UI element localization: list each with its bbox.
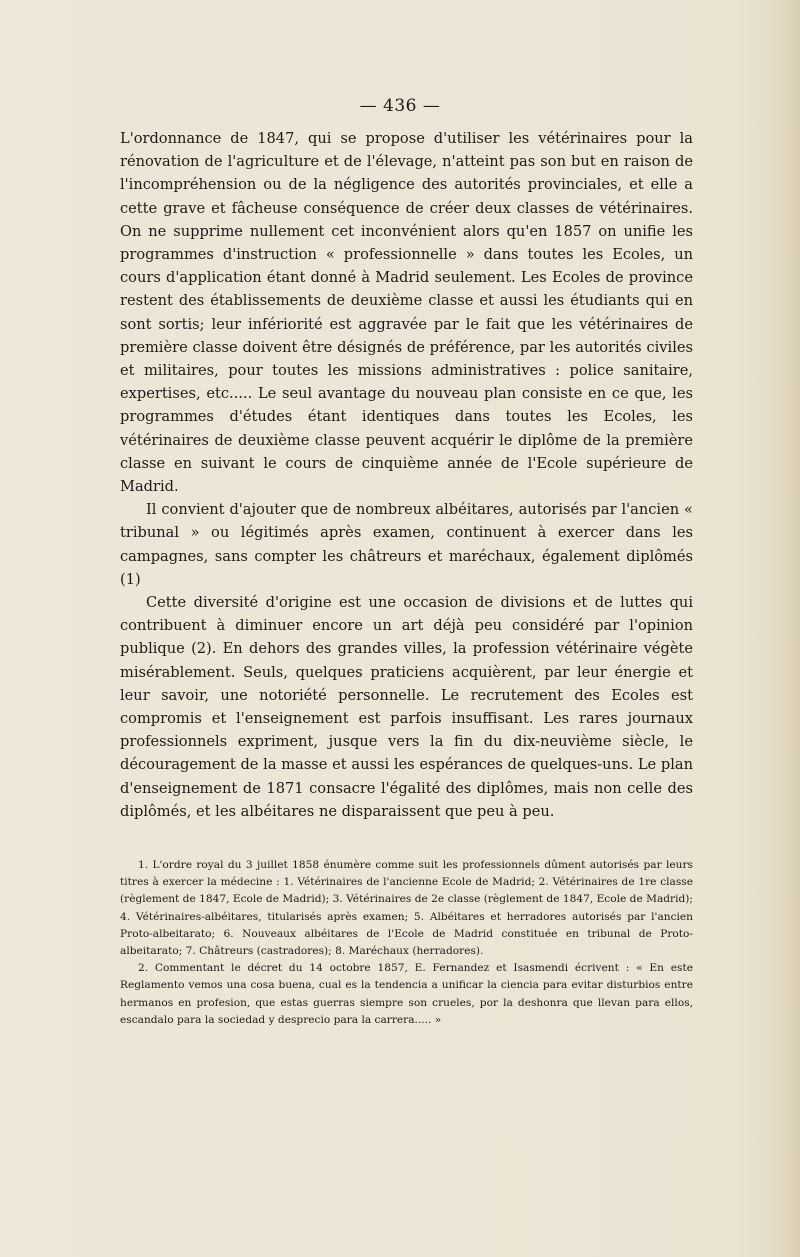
paragraph-3: Cette diversité d'origine est une occasion de divisions et de luttes qui contribuent à diminuer encore un art déjà peu considéré par l'opinion publique (2). En dehors des grandes villes, la profession vétérinaire végète misérablement. Seuls, quelques praticiens acquièrent, par leur énergie et leur savoir, une notoriété personnelle. Le recrutement des Ecoles est compromis et l'enseignement est parfois insuffisant. Les rares journaux professionnels expriment, jusque vers la fin du dix-neuvième siècle, le découragement de la masse et aussi les espérances de quelques-uns. Le plan d'enseignement de 1871 consacre l'égalité des diplômes, mais non celle des diplômés, et les albéitares ne disparaissent que peu à peu. [120,594,693,820]
footnote-2: 2. Commentant le décret du 14 octobre 1857, E. Fernandez et Isasmendi écrivent : « En este Reglamento vemos una cosa buena, cual es la tendencia a unificar la ciencia para evitar disturbios entre hermanos en profesion, que estas guerras siempre son crueles, por la deshonra que llevan para ellos, escandalo para la sociedad y desprecio para la carrera..... » [120,962,693,1026]
paragraph-2: Il convient d'ajouter que de nombreux albéitares, autorisés par l'ancien « tribunal » ou légitimés après examen, continuent à exercer dans les campagnes, sans compter les châtreurs et maréchaux, également diplômés (1) [120,501,693,588]
footnote-1: 1. L'ordre royal du 3 juillet 1858 énumère comme suit les professionnels dûment autorisés par leurs titres à exercer la médecine : 1. Vétérinaires de l'ancienne Ecole de Madrid; 2. Vétérinaires de 1re classe (règlement de 1847, Ecole de Madrid); 3. Vétérinaires de 2e classe (règlement de 1847, Ecole de Madrid); 4. Vétérinaires-albéitares, titularisés après examen; 5. Albéitares et herradores autorisés par l'ancien Proto-albeitarato; 6. Nouveaux albéitares de l'Ecole de Madrid constituée en tribunal de Proto-albeitarato; 7. Châtreurs (castradores); 8. Maréchaux (herradores). [120,859,693,958]
paragraph-1: L'ordonnance de 1847, qui se propose d'utiliser les vétérinaires pour la rénovation de l'agriculture et de l'élevage, n'atteint pas son but en raison de l'incompréhension ou de la négligence des autorités provinciales, et elle a cette grave et fâcheuse conséquence de créer deux classes de vétérinaires. On ne supprime nullement cet inconvénient alors qu'en 1857 on unifie les programmes d'instruction « professionnelle » dans toutes les Ecoles, un cours d'application étant donné à Madrid seulement. Les Ecoles de province restent des établissements de deuxième classe et aussi les étudiants qui en sont sortis; leur infériorité est aggravée par le fait que les vétérinaires de première classe doivent être désignés de préférence, par les autorités civiles et militaires, pour toutes les missions administratives : police sanitaire, expertises, etc..... Le seul avantage du nouveau plan consiste en ce que, les programmes d'études étant identiques dans toutes les Ecoles, les vétérinaires de deuxième classe peuvent acquérir le diplôme de la première classe en suivant le cours de cinquième année de l'Ecole supérieure de Madrid. [120,130,693,496]
body-text [120,127,693,823]
page-number: — 436 — [359,96,441,116]
footnotes [120,857,693,1029]
